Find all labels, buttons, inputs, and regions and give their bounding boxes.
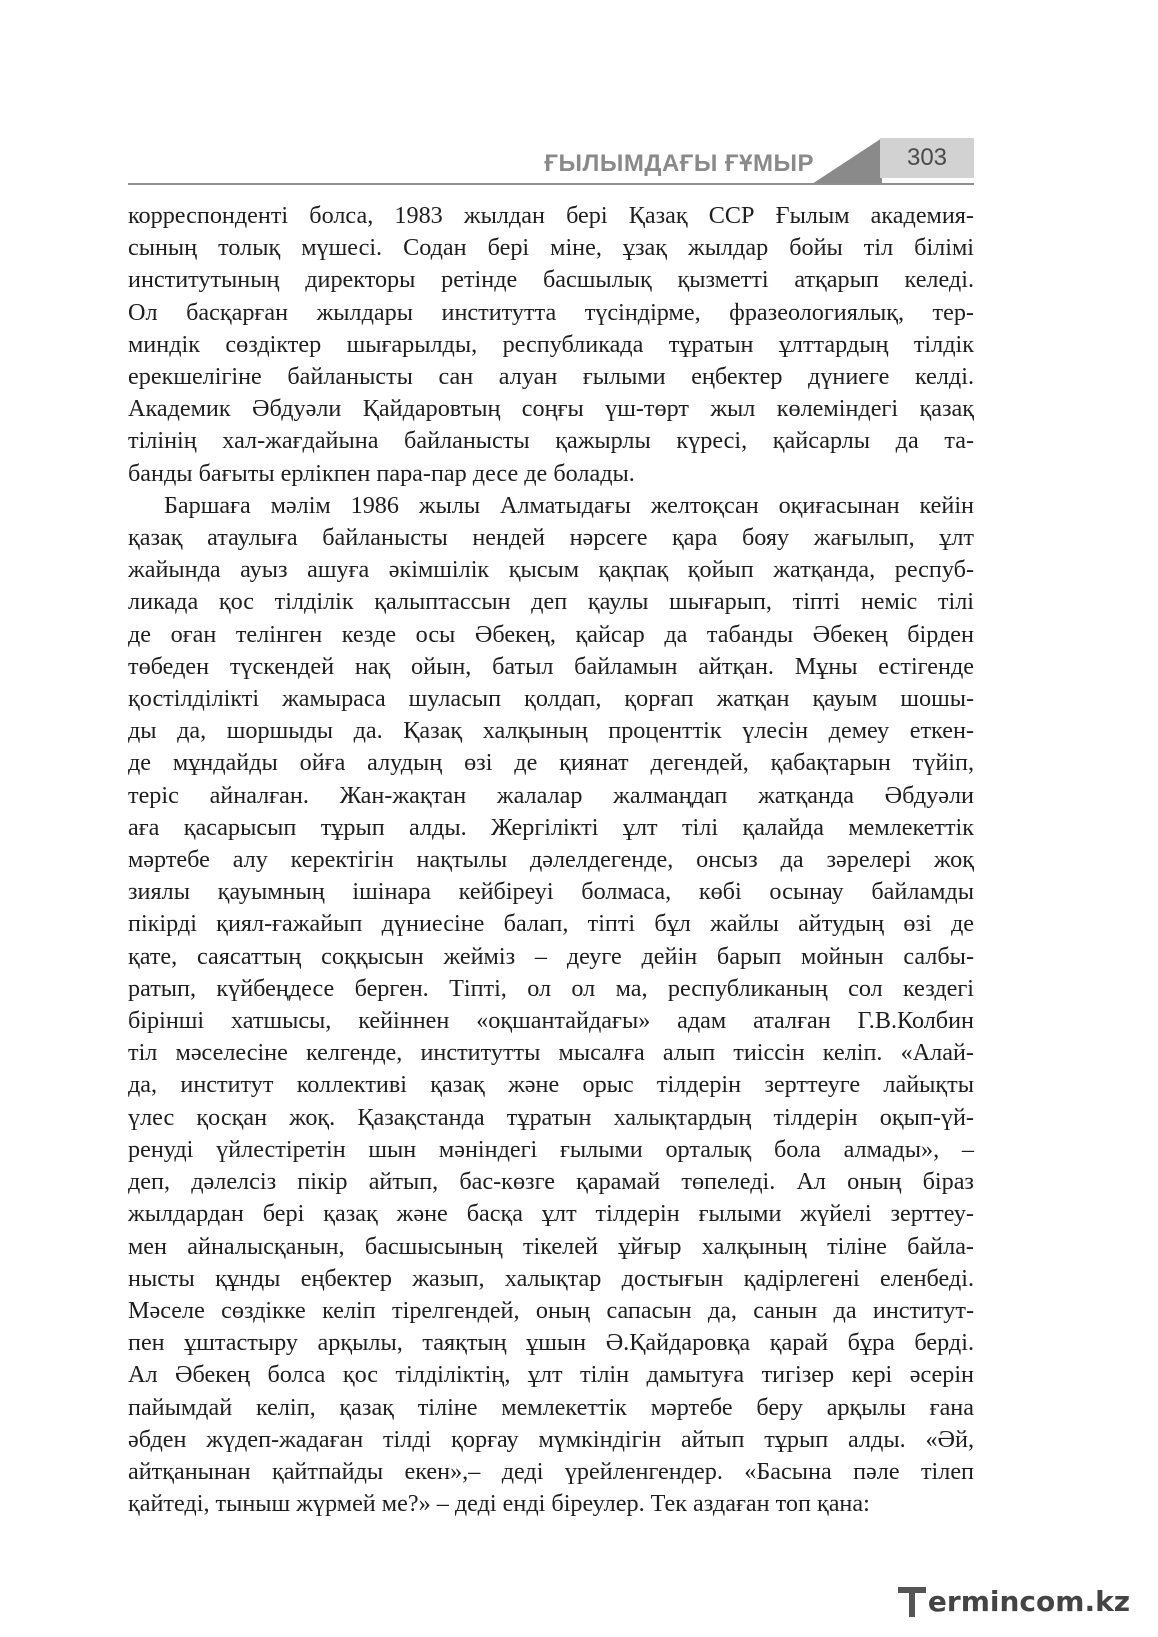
text-line: теріс айналған. Жан-жақтан жалалар жалмаңдап жатқанда Әбдуәли [128, 781, 974, 809]
text-line: миндік сөздіктер шығарылды, республикада тұратын ұлттардың тілдік [128, 330, 974, 358]
text-line: қайтеді, тыныш жүрмей ме?» – деді енді біреулер. Тек аздаған топ қана: [128, 1490, 870, 1518]
text-line: Ол басқарған жылдары институтта түсіндірме, фразеологиялық, тер- [128, 298, 974, 326]
text-line: пен ұштастыру арқылы, таяқтың ұшын Ә.Қайдаровқа қарай бұра берді. [128, 1329, 974, 1357]
text-line: үлес қосқан жоқ. Қазақстанда тұратын халықтардың тілдерін оқып-үй- [128, 1103, 974, 1131]
header-wedge-decoration [812, 138, 882, 184]
text-line: ликада қос тілділік қалыптассын деп қаулы шығарып, тіпті неміс тілі [128, 588, 974, 616]
text-line: мәртебе алу керектігін нақтылы дәлелдегенде, онсыз да зәрелері жоқ [128, 846, 974, 874]
text-line: корреспонденті болса, 1983 жылдан бері Қазақ ССР Ғылым академия- [128, 202, 974, 229]
text-line: жылдардан бері қазақ және басқа ұлт тілдерін ғылыми жүйелі зерттеу- [128, 1200, 974, 1228]
paragraph-1 [128, 200, 974, 490]
text-line: ерекшелігіне байланысты сан алуан ғылыми еңбектер дүниеге келді. [128, 363, 974, 391]
text-line: деп, дәлелсіз пікір айтып, бас-көзге қарамай төпеледі. Ал оның біраз [128, 1168, 974, 1196]
text-line: қате, саясаттың соққысын жейміз – деуге дейін барып мойнын салбы- [128, 942, 974, 970]
running-title: ҒЫЛЫМДАҒЫ ҒҰМЫР [544, 150, 814, 177]
text-line: де оған телінген кезде осы Әбекең, қайсар да табанды Әбекең бірден [128, 620, 974, 648]
text-line: ренуді үйлестіретін шын мәніндегі ғылыми орталық бола алмады», – [128, 1135, 974, 1163]
paragraph-2 [128, 490, 974, 1521]
text-line: зиялы қауымның ішінара кейбіреуі болмаса, көбі осынау байламды [128, 878, 974, 906]
running-header [128, 138, 974, 188]
text-line: де мұндайды ойға алудың өзі де қиянат дегендей, қабақтарын түйіп, [128, 749, 974, 777]
text-line: сының толық мүшесі. Содан бері міне, ұзақ жылдар бойы тіл білімі [128, 234, 974, 262]
text-line: тілінің хал-жағдайына байланысты қажырлы күресі, қайсарлы да та- [128, 427, 974, 455]
text-line: пайымдай келіп, қазақ тіліне мемлекеттік мәртебе беру арқылы ғана [128, 1393, 974, 1421]
text-line: мен айналысқанын, басшысының тікелей ұйғыр халқының тіліне байла- [128, 1232, 974, 1260]
text-line: Баршаға мәлім 1986 жылы Алматыдағы желтоқсан оқиғасынан кейін [164, 491, 974, 519]
text-line: тіл мәселесіне келгенде, институтты мысалға алып тиіссін келіп. «Алай- [128, 1039, 974, 1067]
body-text [128, 200, 974, 1520]
t-logo-icon [896, 1581, 928, 1621]
text-line: банды бағыты ерлікпен пара-пар десе де болады. [128, 459, 635, 487]
site-watermark [896, 1579, 1130, 1623]
text-line: ды да, шоршыды да. Қазақ халқының проценттік үлесін демеу еткен- [128, 717, 974, 745]
text-line: бірінші хатшысы, кейіннен «оқшантайдағы» адам аталған Г.В.Колбин [128, 1007, 974, 1035]
text-line: институтының директоры ретінде басшылық қызметті атқарып келеді. [128, 266, 974, 294]
text-line: жайында ауыз ашуға әкімшілік қысым қақпақ қойып жатқанда, респуб- [128, 556, 974, 584]
page-number: 303 [906, 144, 948, 171]
text-line: Академик Әбдуәли Қайдаровтың соңғы үш-төрт жыл көлеміндегі қазақ [128, 395, 974, 423]
text-line: қазақ атаулыға байланысты нендей нәрсеге қара бояу жағылып, ұлт [128, 524, 974, 552]
text-line: да, институт коллективі қазақ және орыс тілдерін зерттеуге лайықты [128, 1071, 974, 1099]
text-line: төбеден түскендей нақ ойын, батыл байламын айтқан. Мұны естігенде [128, 652, 974, 680]
text-line: нысты құнды еңбектер жазып, халықтар достығын қадірлегені еленбеді. [128, 1264, 974, 1292]
header-rule [128, 183, 974, 185]
watermark-text: ermincom.kz [927, 1584, 1130, 1618]
text-line: пікірді қиял-ғажайып дүниесіне балап, тіпті бұл жайлы айтудың өзі де [128, 910, 974, 938]
text-line: ратып, күйбеңдесе берген. Тіпті, ол ол ма, республиканың сол кездегі [128, 974, 974, 1002]
text-line: әбден жүдеп-жадаған тілді қорғау мүмкіндігін айтып тұрып алды. «Әй, [128, 1425, 974, 1453]
text-line: қостілділікті жамыраса шуласып қолдап, қорғап жатқан қауым шошы- [128, 685, 974, 713]
text-line: Мәселе сөздікке келіп тірелгендей, оның сапасын да, санын да институт- [128, 1296, 974, 1324]
text-line: Ал Әбекең болса қос тілділіктің, ұлт тілін дамытуға тигізер кері әсерін [128, 1361, 974, 1389]
text-line: айтқанынан қайтпайды екен»,– деді үрейленгендер. «Басына пәле тілеп [128, 1457, 974, 1485]
text-line: аға қасарысып тұрып алды. Жергілікті ұлт тілі қалайда мемлекеттік [128, 813, 974, 841]
